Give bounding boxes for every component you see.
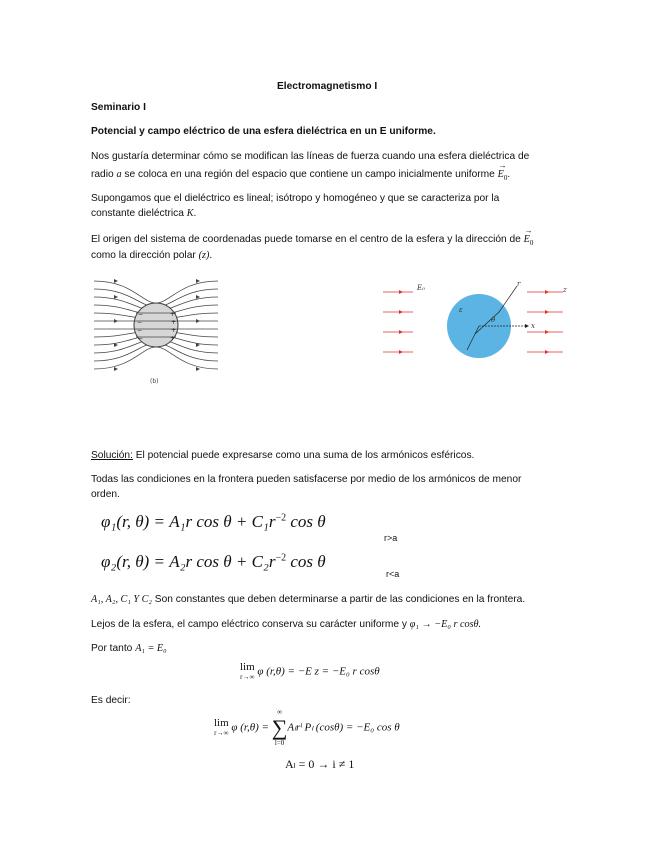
equation-phi2: φ₂(r, θ) = A₂r $\cos \theta + C_2r^{-2}$ cos θ xyxy=(101,552,326,571)
paragraph-2-line-1: Supongamos que el dieléctrico es lineal; isótropo y homogéneo y que se caracteriza por la xyxy=(91,193,500,204)
svg-text:+: + xyxy=(170,311,176,318)
limit-equation-1: lim r→∞ φ (r,θ) = −E z = −E₀ r cosθ xyxy=(240,661,380,681)
paragraph-3-line-2: como la dirección polar (z). xyxy=(91,250,213,261)
e0-label: E₀ xyxy=(417,284,425,292)
paragraph-1-line-1: Nos gustaría determinar cómo se modifican las líneas de fuerza cuando una esfera dieléctrica de xyxy=(91,151,530,162)
paragraph-4-line-1: Todas las condiciones en la frontera pueden satisfacerse por medio de los armónicos de menor xyxy=(91,474,522,485)
svg-text:−: − xyxy=(137,327,143,334)
limit-equation-2: lim r→∞ φ (r,θ) = ∞ ∑ l=0 Aₗrˡ Pₗ (cosθ) = −E₀ cos θ xyxy=(214,708,400,747)
final-result: Aₗ = 0 → i ≠ 1 xyxy=(285,757,355,771)
z-label: z xyxy=(563,286,567,294)
es-decir: Es decir: xyxy=(91,695,131,706)
condition-inside: r<a xyxy=(386,569,400,579)
paragraph-3-line-1: El origen del sistema de coordenadas puede tomarse en el centro de la esfera y la dirección de → $E_0$ xyxy=(91,233,533,250)
paragraph-4-line-2: orden. xyxy=(91,489,120,500)
theta-label: θ xyxy=(491,316,496,324)
r-label: r xyxy=(517,280,521,288)
svg-text:−: − xyxy=(138,335,144,342)
paragraph-1-line-2: radio a se coloca en una región del espacio que contiene un campo inicialmente uniforme → $E_0$. xyxy=(91,168,510,185)
svg-text:−: − xyxy=(137,319,143,326)
solution-line: Solución: El potencial puede expresarse como una suma de los armónicos esféricos. xyxy=(91,450,475,461)
seminar-title: Seminario I xyxy=(91,102,146,113)
document-title: Electromagnetismo I xyxy=(277,81,378,92)
x-label: x xyxy=(531,322,535,330)
field-lines-figure xyxy=(92,275,220,395)
svg-text:+: + xyxy=(171,327,177,334)
constants-line: A₁, A₂, C₁ Y C₂ Son constantes que deben determinarse a partir de las condiciones en la frontera. xyxy=(91,594,526,605)
far-field-line: Lejos de la esfera, el campo eléctrico conserva su carácter uniforme y φ₁ → −E₀ r cosθ. xyxy=(91,619,482,630)
paragraph-2-line-2: constante dieléctrica K. xyxy=(91,208,197,219)
epsilon-label: ε xyxy=(459,306,463,314)
therefore-line: Por tanto A₁ = E₀ xyxy=(91,643,167,654)
condition-outside: r>a xyxy=(384,533,398,543)
equation-phi1: φ₁(r, θ) = A₁r $\cos \theta + C_1r^{-2}$ cos θ xyxy=(101,512,326,531)
figure-caption: (b) xyxy=(150,378,159,385)
section-heading: Potencial y campo eléctrico de una esfera dieléctrica en un E uniforme. xyxy=(91,126,436,137)
sphere-diagram xyxy=(375,278,575,368)
svg-text:+: + xyxy=(171,319,177,326)
svg-text:−: − xyxy=(138,311,144,318)
svg-text:+: + xyxy=(170,335,176,342)
